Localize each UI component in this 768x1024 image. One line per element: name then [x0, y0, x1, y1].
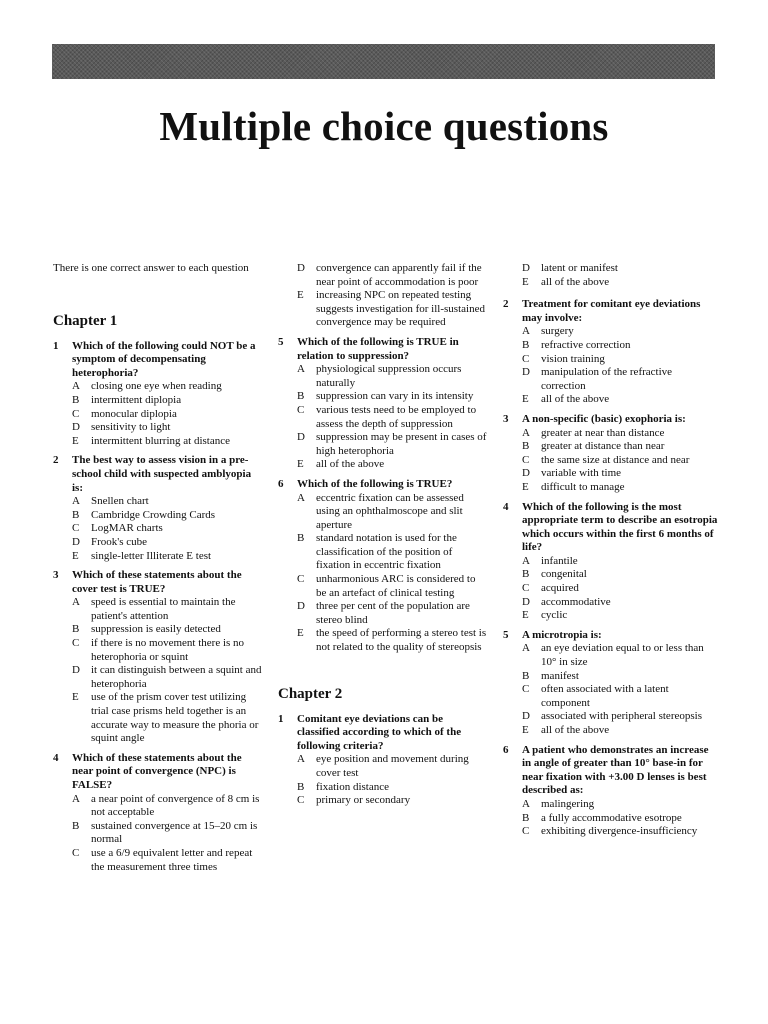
question-c2-q6: 6 A patient who demonstrates an increase in angle of greater than 10° base-in for near fixation with +3.00 D lenses is best described as: A malingering B a fully accommodative esotrope C exhibiting divergence-insufficiency	[503, 744, 718, 839]
question-c1-q6: 6 Which of the following is TRUE? A eccentric fixation can be assessed using an ophthalmoscope and slit aperture B standard notation is used for the classification of the position of fixation in eccentric fixation C unharmonious ARC is considered to be an artefact of clinical testing D three per cent of the population are stereo blind E the speed of performing a stereo test is not related to the quality of stereopsis	[278, 477, 487, 654]
question-c2-q5: 5 A microtropia is: A an eye deviation equal to or less than 10° in size B manifest C often associated with a latent component D associated with peripheral stereopsis E all of the above	[503, 629, 718, 738]
question-c2-q1-continued	[503, 262, 718, 289]
column-1	[53, 262, 263, 874]
option: D variable with time	[522, 467, 622, 480]
option: C vision training	[522, 352, 605, 365]
option: B fixation distance	[297, 780, 390, 793]
option: A physiological suppression occurs naturally	[297, 363, 462, 389]
option: A Snellen chart	[72, 495, 149, 508]
option: E increasing NPC on repeated testing suggests investigation for ill-sustained convergence may be required	[297, 289, 485, 329]
option: B sustained convergence at 15–20 cm is normal	[72, 819, 258, 846]
option: A a near point of convergence of 8 cm is not acceptable	[72, 792, 260, 819]
question-text: Comitant eye deviations can be classified according to which of the following criteria?	[297, 712, 462, 752]
page-title: Multiple choice questions	[159, 103, 609, 149]
question-c2-q3: 3 A non-specific (basic) exophoria is: A greater at near than distance B greater at distance than near C the same size at distance and near D variable with time E difficult to manage	[503, 413, 718, 495]
question-c1-q5: 5 Which of the following is TRUE in relation to suppression? A physiological suppression occurs naturally B suppression can vary in its intensity C various tests need to be employed to assess the depth of suppression D suppression may be present in cases of high heterophoria E all of the above	[278, 335, 487, 471]
question-c2-q2: 2 Treatment for comitant eye deviations may involve: A surgery B refractive correction C vision training D manipulation of the refractive correction E all of the above	[503, 298, 718, 407]
option: B suppression can vary in its intensity	[297, 390, 474, 403]
question-c1-q4-continued	[278, 262, 488, 330]
option: E all of the above	[522, 393, 610, 406]
option: D convergence can apparently fail if the near point of accommodation is poor	[297, 262, 482, 288]
option: A surgery	[522, 325, 574, 338]
question-text: Which of these statements about the cover test is TRUE?	[72, 569, 242, 595]
question-text: Which of the following is TRUE in relation to suppression?	[297, 335, 459, 362]
option: C unharmonious ARC is considered to be an artefact of clinical testing	[297, 573, 476, 599]
question-text: Which of the following is TRUE?	[297, 477, 453, 490]
option: C primary or secondary	[297, 794, 411, 807]
question-c2-q4: 4 Which of the following is the most appropriate term to describe an esotropia which occurs within the first 6 months of life? A infantile B congenital C acquired D accommodative E cyclic	[503, 500, 718, 622]
option: B congenital	[522, 568, 587, 581]
option: C if there is no movement there is no heterophoria or squint	[72, 637, 245, 663]
option: C LogMAR charts	[72, 522, 163, 535]
option: A eye position and movement during cover test	[297, 753, 469, 779]
question-c1-q4: 4 Which of these statements about the near point of convergence (NPC) is FALSE? A a near point of convergence of 8 cm is not acceptable B sustained convergence at 15–20 cm is normal C use a 6/9 equivalent letter and repeat the measurement three times	[53, 752, 263, 874]
option: A speed is essential to maintain the patient's attention	[72, 596, 236, 622]
option: E all of the above	[522, 275, 610, 288]
option: C monocular diplopia	[72, 407, 177, 420]
option: E all of the above	[522, 724, 610, 736]
option: C exhibiting divergence-insufficiency	[522, 825, 698, 838]
option: D Frook's cube	[72, 535, 148, 548]
option: D three per cent of the population are stereo blind	[297, 600, 470, 626]
question-c1-q1: 1 Which of the following could NOT be a symptom of decompensating heterophoria? A closing one eye when reading B intermittent diplopia C monocular diplopia D sensitivity to light E intermittent blurring at distance	[53, 340, 263, 449]
option: D suppression may be present in cases of high heterophoria	[297, 431, 487, 457]
option: E single-letter Illiterate E test	[72, 549, 212, 562]
question-text: Treatment for comitant eye deviations may involve:	[522, 298, 701, 324]
option: E use of the prism cover test utilizing trial case prisms held together is an accurate way to measure the phoria or squint angle	[72, 691, 259, 745]
option: E intermittent blurring at distance	[72, 434, 230, 447]
column-2	[278, 262, 488, 808]
option: B intermittent diplopia	[72, 393, 182, 406]
chapter-heading-2: Chapter 2	[278, 685, 343, 702]
option: D associated with peripheral stereopsis	[522, 710, 702, 723]
question-text: A non-specific (basic) exophoria is:	[522, 412, 686, 425]
option: B standard notation is used for the classification of the position of fixation in eccentric fixation	[297, 532, 457, 572]
option: B refractive correction	[522, 338, 631, 351]
option: E all of the above	[297, 458, 385, 471]
question-text: The best way to assess vision in a pre-school child with suspected amblyopia is:	[72, 454, 252, 494]
option: A an eye deviation equal to or less than 10° in size	[522, 642, 704, 669]
option: E difficult to manage	[522, 480, 625, 493]
option: A greater at near than distance	[522, 426, 665, 439]
question-text: Which of the following could NOT be a symptom of decompensating heterophoria?	[72, 339, 256, 379]
option: C the same size at distance and near	[522, 453, 690, 466]
option: B a fully accommodative esotrope	[522, 811, 682, 824]
option: C use a 6/9 equivalent letter and repeat the measurement three times	[72, 846, 253, 873]
option: C acquired	[522, 582, 579, 595]
option: E cyclic	[522, 609, 568, 622]
option: B suppression is easily detected	[72, 623, 221, 636]
question-text: A patient who demonstrates an increase in angle of greater than 10° base-in for near fixation with +3.00 D lenses is best described as:	[522, 743, 709, 797]
option: D manipulation of the refractive correction	[522, 366, 673, 392]
option: A eccentric fixation can be assessed using an ophthalmoscope and slit aperture	[297, 491, 464, 531]
header-banner	[52, 44, 715, 79]
option: C various tests need to be employed to assess the depth of suppression	[297, 403, 477, 430]
option: A closing one eye when reading	[72, 380, 222, 393]
question-text: A microtropia is:	[522, 628, 602, 641]
option: D accommodative	[522, 595, 611, 608]
question-text: Which of these statements about the near point of convergence (NPC) is FALSE?	[72, 751, 242, 791]
option: A infantile	[522, 554, 578, 567]
option: D latent or manifest	[522, 262, 618, 274]
option: B manifest	[522, 669, 579, 682]
option: B Cambridge Crowding Cards	[72, 508, 216, 521]
option: A malingering	[522, 797, 595, 810]
option: D it can distinguish between a squint and heterophoria	[72, 664, 262, 690]
option: D sensitivity to light	[72, 421, 171, 434]
question-c1-q3: 3 Which of these statements about the cover test is TRUE? A speed is essential to maintain the patient's attention B suppression is easily detected C if there is no movement there is no heterophoria or squint D it can distinguish between a squint and heterophoria E use of the prism cover test utilizing trial case prisms held together is an accurate way to measure the phoria or squint angle	[53, 569, 262, 745]
intro-text: There is one correct answer to each question	[53, 262, 249, 274]
question-c2-q1: 1 Comitant eye deviations can be classified according to which of the following criteria? A eye position and movement during cover test B fixation distance C primary or secondary	[278, 713, 488, 808]
column-3	[503, 262, 718, 839]
option: C often associated with a latent component	[522, 683, 669, 709]
question-c1-q2: 2 The best way to assess vision in a pre-school child with suspected amblyopia is: A Snellen chart B Cambridge Crowding Cards C LogMAR charts D Frook's cube E single-letter Illiterate E test	[53, 454, 263, 563]
option: E the speed of performing a stereo test is not related to the quality of stereopsis	[297, 627, 487, 654]
chapter-heading-1: Chapter 1	[53, 312, 118, 329]
option: B greater at distance than near	[522, 440, 665, 453]
question-text: Which of the following is the most appropriate term to describe an esotropia which occurs within the first 6 months of life?	[522, 500, 718, 554]
